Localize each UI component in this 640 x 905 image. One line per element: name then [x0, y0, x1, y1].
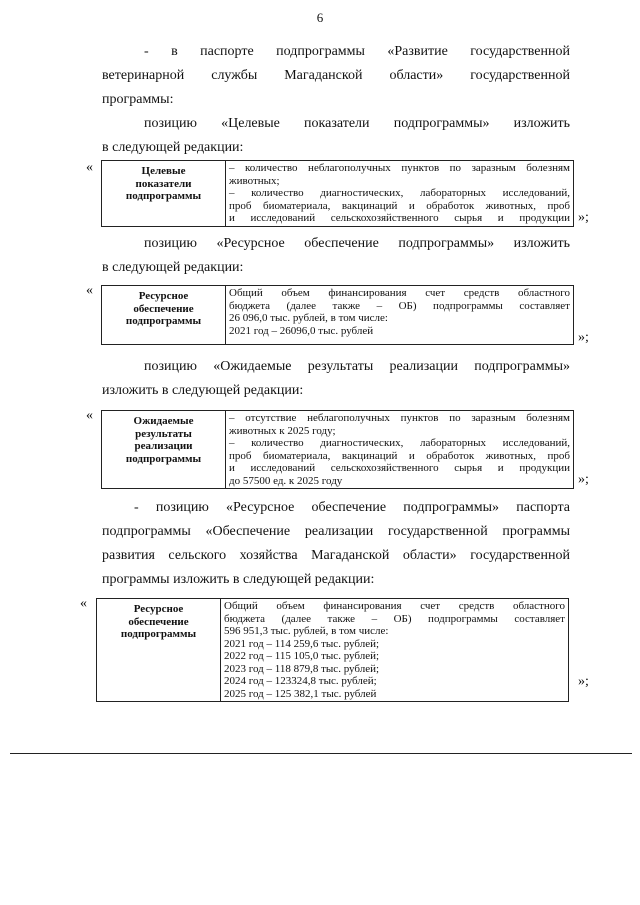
- para4-line-1: - позицию «Ресурсное обеспечение подпрограммы» паспорта: [134, 500, 570, 515]
- para2-line-2: в следующей редакции:: [102, 260, 244, 275]
- para3-line-1: позицию «Ожидаемые результаты реализации подпрограммы»: [144, 359, 570, 374]
- table2-label-line: обеспечение: [133, 302, 194, 315]
- table2: [101, 285, 574, 345]
- table3-label-line: подпрограммы: [125, 452, 202, 465]
- table1-value-line: – количество диагностических, лабораторных исследований,: [229, 187, 570, 199]
- table4-value-line: 596 951,3 тыс. рублей, в том числе:: [224, 625, 389, 637]
- table2-label-cell: [102, 286, 226, 345]
- table4-label-line: Ресурсное: [133, 603, 184, 615]
- table4: [96, 598, 569, 702]
- footer-divider: [10, 753, 632, 754]
- table2-label-line: подпрограммы: [125, 315, 202, 327]
- para2-line-1: позицию «Ресурсное обеспечение подпрограммы» изложить: [144, 236, 570, 251]
- table2-value-line: 26 096,0 тыс. рублей, в том числе:: [229, 312, 388, 324]
- table2-value-line: бюджета (далее также – ОБ) подпрограммы составляет: [229, 299, 570, 312]
- table3-value-line: и исследований сельскохозяйственного сырья и продукции: [229, 462, 570, 474]
- table3-label-cell: [102, 411, 226, 489]
- table1-label-line: подпрограммы: [125, 190, 202, 202]
- table1-value-cell: [226, 161, 574, 227]
- table1-value-line: – количество неблагополучных пунктов по заразным болезням: [229, 162, 570, 174]
- intro-line-3: программы:: [102, 92, 174, 107]
- table4-close-quote: »;: [578, 674, 589, 689]
- table4-value-line: 2021 год – 114 259,6 тыс. рублей;: [224, 637, 380, 650]
- table2-close-quote: »;: [578, 330, 589, 345]
- table3-label-line: Ожидаемые: [133, 415, 194, 427]
- table2-value-cell: [226, 286, 574, 345]
- table1-value-line: животных;: [229, 174, 280, 187]
- table3-value-cell: [226, 411, 574, 489]
- table4-label-line: подпрограммы: [120, 628, 197, 640]
- table3: [101, 410, 574, 489]
- para4-line-4: программы изложить в следующей редакции:: [102, 572, 375, 587]
- table4-value-line: 2023 год – 118 879,8 тыс. рублей;: [224, 662, 380, 675]
- table4-value-line: 2022 год – 115 105,0 тыс. рублей;: [224, 650, 380, 662]
- intro-line-1: - в паспорте подпрограммы «Развитие государственной: [144, 44, 570, 59]
- table3-value-line: – отсутствие неблагополучных пунктов по заразным болезням: [229, 412, 570, 424]
- intro-line-2: ветеринарной службы Магаданской области» государственной: [102, 68, 570, 83]
- table1-label-line: показатели: [135, 177, 192, 190]
- page-number: 6: [316, 10, 324, 25]
- table2-value-line: Общий объем финансирования счет средств областного: [229, 287, 570, 299]
- table4-open-quote: «: [80, 596, 87, 611]
- table3-label-line: результаты: [135, 427, 192, 440]
- table2-open-quote: «: [86, 283, 93, 298]
- table3-value-line: проб биоматериала, вакцинаций и обработок животных, проб: [229, 449, 570, 462]
- intro-line-5: в следующей редакции:: [102, 140, 244, 155]
- para4-line-2: подпрограммы «Обеспечение реализации государственной программы: [102, 524, 570, 539]
- table2-label-line: Ресурсное: [138, 290, 189, 302]
- table3-label-line: реализации: [134, 440, 193, 452]
- table3-value-line: – количество диагностических, лабораторных исследований,: [229, 437, 570, 449]
- para3-line-2: изложить в следующей редакции:: [102, 383, 304, 398]
- table2-value-line: 2021 год – 26096,0 тыс. рублей: [229, 324, 374, 337]
- para4-line-3: развития сельского хозяйства Магаданской области» государственной: [102, 548, 570, 563]
- intro-line-4: позицию «Целевые показатели подпрограммы» изложить: [144, 116, 570, 131]
- table1-open-quote: «: [86, 160, 93, 175]
- table1-label-cell: [102, 161, 226, 227]
- table4-value-line: 2025 год – 125 382,1 тыс. рублей: [224, 687, 377, 700]
- table1: [101, 160, 574, 227]
- table4-label-line: обеспечение: [128, 615, 189, 628]
- table3-value-line: до 57500 ед. к 2025 году: [229, 474, 343, 487]
- table3-value-line: животных к 2025 году;: [229, 424, 336, 437]
- table4-value-line: 2024 год – 123324,8 тыс. рублей;: [224, 675, 377, 687]
- table4-value-line: бюджета (далее также – ОБ) подпрограммы составляет: [224, 612, 565, 625]
- table1-value-line: и исследований сельскохозяйственного сырья и продукции: [229, 212, 570, 224]
- table3-close-quote: »;: [578, 472, 589, 487]
- table1-close-quote: »;: [578, 210, 589, 225]
- table3-open-quote: «: [86, 408, 93, 423]
- table4-value-cell: [221, 599, 569, 702]
- table4-label-cell: [97, 599, 221, 702]
- table4-value-line: Общий объем финансирования счет средств областного: [224, 600, 565, 612]
- table1-label-line: Целевые: [141, 165, 186, 177]
- table1-value-line: проб биоматериала, вакцинаций и обработок животных, проб: [229, 199, 570, 212]
